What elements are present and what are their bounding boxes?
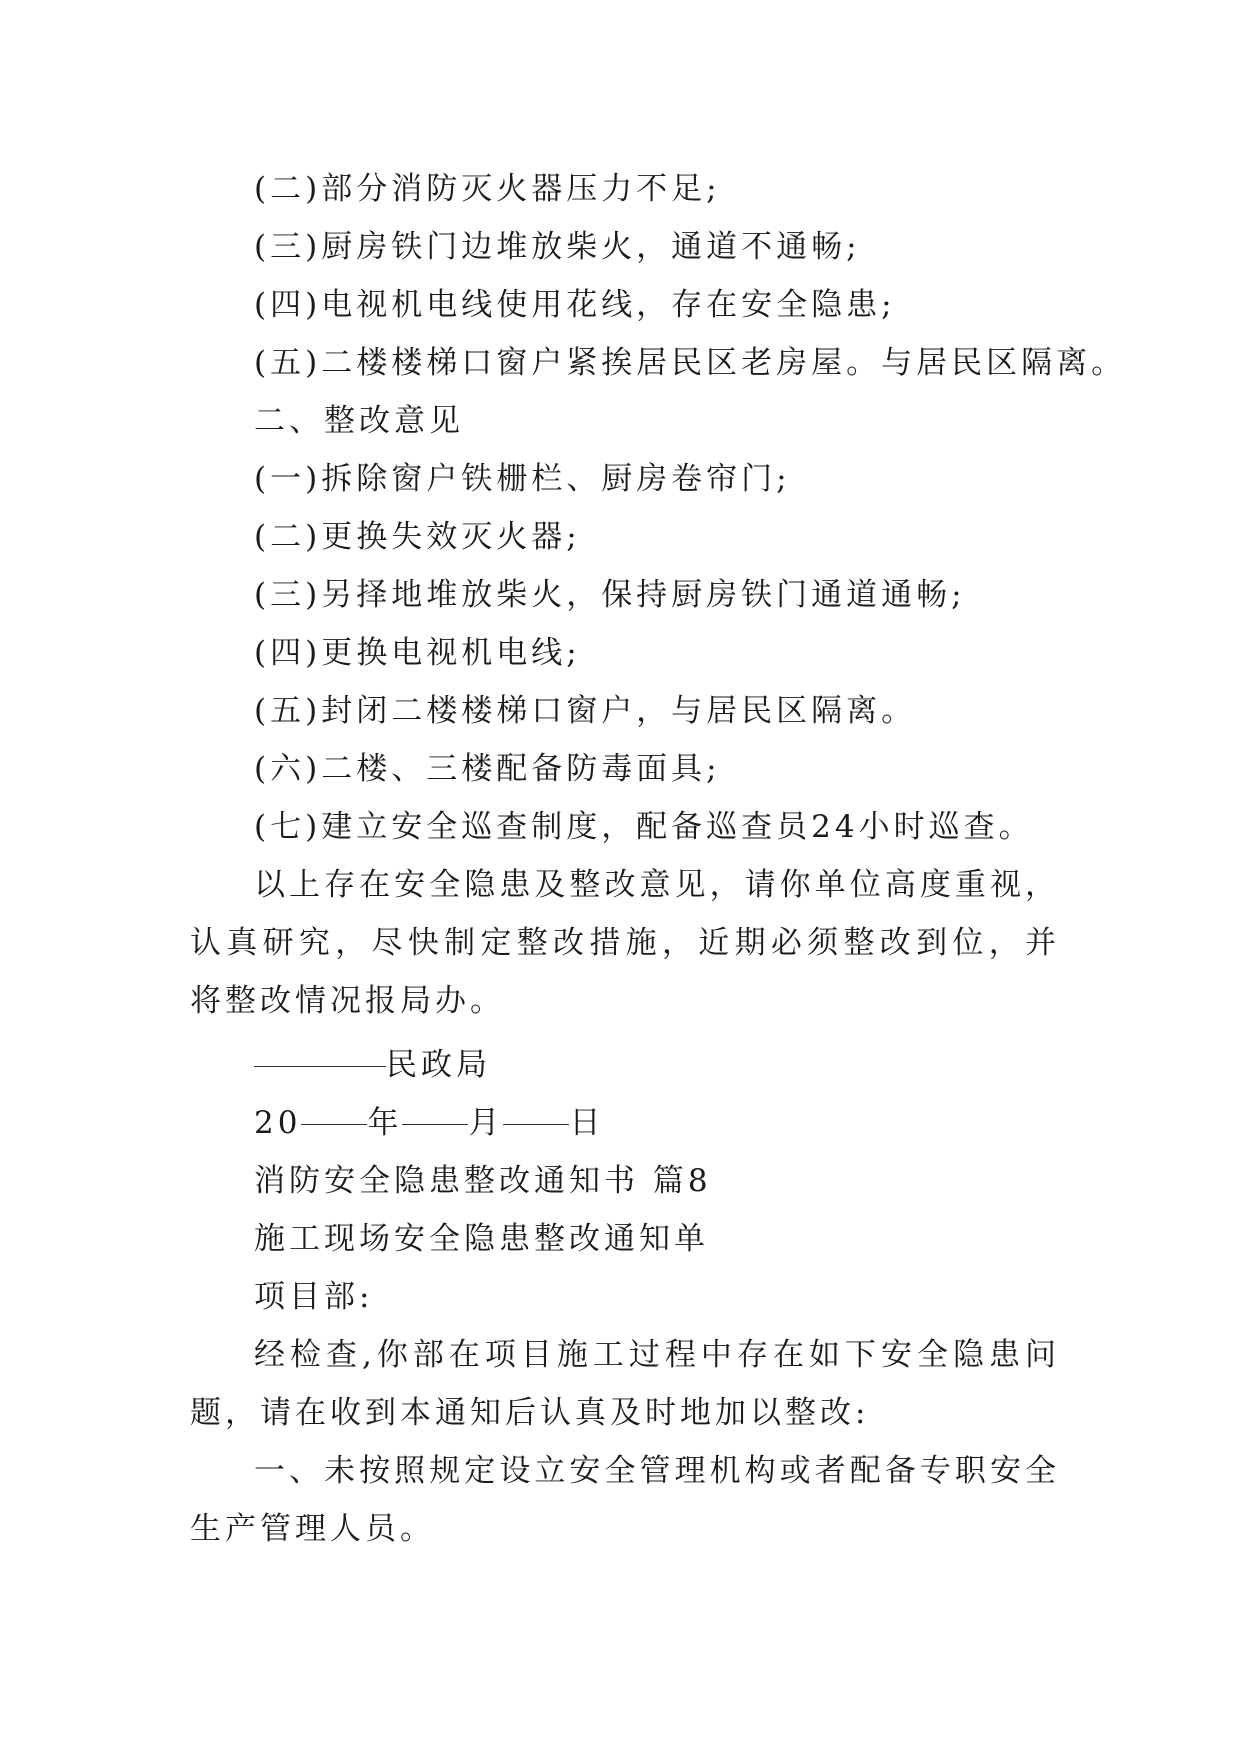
signature-org [190,1036,1060,1094]
rectification-item-7: (七)建立安全巡查制度，配备巡查员24小时巡查。 [254,809,1034,845]
blank-underline [503,1123,569,1125]
date-prefix: 20 [254,1105,302,1141]
rectification-item-6: (六)二楼、三楼配备防毒面具; [254,751,721,787]
rectification-item-3: (三)另择地堆放柴火，保持厨房铁门通道通畅; [254,577,966,613]
date-day: 日 [569,1105,605,1141]
item-one-paragraph: 一、未按照规定设立安全管理机构或者配备专职安全生产管理人员。 [190,1453,1060,1547]
signature-org-name: 民政局 [386,1047,491,1083]
inspection-paragraph: 经检查,你部在项目施工过程中存在如下安全隐患问题，请在收到本通知后认真及时地加以整改: [190,1337,1060,1431]
document-page [190,160,1127,1558]
hazard-item-5: (五)二楼楼梯口窗户紧挨居民区老房屋。与居民区隔离。 [254,345,1127,381]
blank-underline [301,1123,367,1125]
addressee: 项目部: [254,1279,374,1315]
signature-date [190,1094,1060,1152]
hazard-item-2: (二)部分消防灭火器压力不足; [254,171,721,207]
rectification-item-4: (四)更换电视机电线; [254,635,581,671]
date-year: 年 [367,1105,403,1141]
hazard-item-3: (三)厨房铁门边堆放柴火，通道不通畅; [254,229,861,265]
hazard-item-4: (四)电视机电线使用花线，存在安全隐患; [254,287,896,323]
section-heading: 消防安全隐患整改通知书 篇8 [254,1163,712,1199]
rectification-item-1: (一)拆除窗户铁栅栏、厨房卷帘门; [254,461,791,497]
section-heading-rectification: 二、整改意见 [254,403,464,439]
closing-paragraph: 以上存在安全隐患及整改意见，请你单位高度重视，认真研究，尽快制定整改措施，近期必须整改到位，并将整改情况报局办。 [190,867,1060,1019]
date-month: 月 [468,1105,504,1141]
blank-underline [402,1123,468,1125]
rectification-item-5: (五)封闭二楼楼梯口窗户，与居民区隔离。 [254,693,917,729]
rectification-item-2: (二)更换失效灭火器; [254,519,581,555]
blank-underline [254,1065,386,1067]
notice-title: 施工现场安全隐患整改通知单 [254,1221,709,1257]
